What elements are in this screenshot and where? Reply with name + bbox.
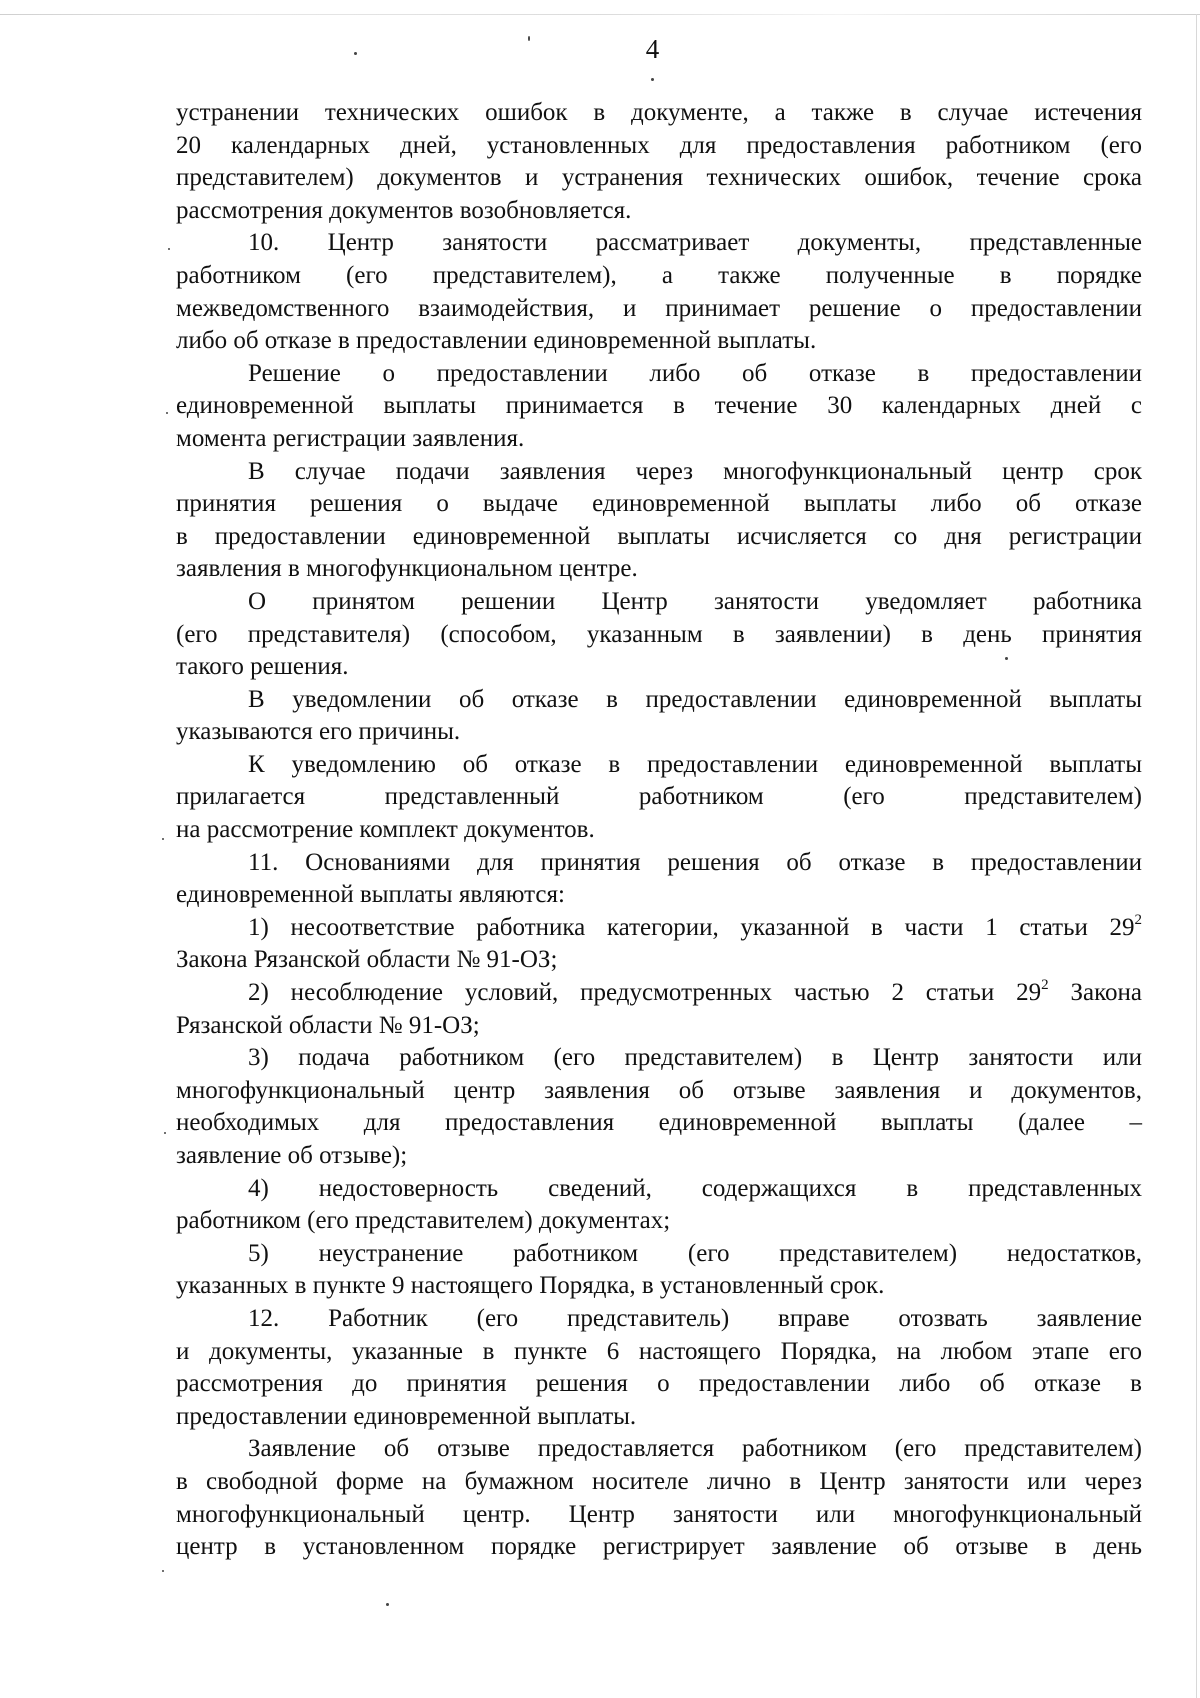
text-line-content: многофункциональный центр. Центр занятости или многофункциональный (176, 1500, 1142, 1528)
scan-speck (162, 1570, 164, 1572)
text-line (176, 684, 1142, 717)
text-line (176, 130, 1142, 163)
scan-speck (166, 412, 168, 414)
text-line-content: 5) неустранение работником (его представителем) недостатков, (248, 1239, 1142, 1267)
text-line-content: рассмотрения документов возобновляется. (176, 196, 632, 224)
text-line-content: заявления в многофункциональном центре. (176, 555, 638, 583)
text-line-content: 4) недостоверность сведений, содержащихся в представленных (248, 1174, 1142, 1202)
text-line-content: В случае подачи заявления через многофункциональный центр срок (248, 457, 1142, 485)
text-line (176, 879, 1142, 912)
superscript: 2 (1041, 976, 1049, 993)
text-line (176, 1531, 1142, 1564)
text-line-content: момента регистрации заявления. (176, 424, 525, 452)
text-line-content: предоставлении единовременной выплаты. (176, 1402, 637, 1430)
text-line-content: 12. Работник (его представитель) вправе отозвать заявление (248, 1304, 1142, 1332)
text-line (176, 1499, 1142, 1532)
text-line (176, 1433, 1142, 1466)
text-line-content: К уведомлению об отказе в предоставлении единовременной выплаты (248, 750, 1142, 778)
text-line (176, 1368, 1142, 1401)
text-line-content: единовременной выплаты принимается в течение 30 календарных дней с (176, 392, 1142, 420)
text-line (176, 358, 1142, 391)
text-line (176, 977, 1142, 1010)
text-line (176, 1401, 1142, 1434)
text-line-tail: Закона (1048, 979, 1142, 1007)
text-line (176, 227, 1142, 260)
text-line (176, 1140, 1142, 1173)
text-line (176, 521, 1142, 554)
text-line-content: устранении технических ошибок в документе, а также в случае истечения (176, 99, 1142, 126)
text-line-content: единовременной выплаты являются: (176, 881, 565, 909)
text-line-content: 2) несоблюдение условий, предусмотренных частью 2 статьи 29 (248, 979, 1042, 1007)
text-line (176, 423, 1142, 456)
text-line (176, 1270, 1142, 1303)
text-line-content: принятия решения о выдаче единовременной выплаты либо об отказе (176, 490, 1142, 518)
text-line (176, 553, 1142, 586)
text-line-content: либо об отказе в предоставлении единовременной выплаты. (176, 327, 817, 355)
text-line (176, 293, 1142, 326)
document-body (176, 97, 1142, 1564)
text-line-content: на рассмотрение комплект документов. (176, 816, 595, 844)
text-line-content: заявление об отзыве); (176, 1142, 408, 1169)
text-line-content: Решение о предоставлении либо об отказе в предоставлении (248, 359, 1142, 387)
scan-speck (386, 1603, 389, 1606)
text-line (176, 488, 1142, 521)
text-line-content: многофункциональный центр заявления об отзыве заявления и документов, (176, 1076, 1142, 1104)
text-line-content: указываются его причины. (176, 718, 461, 746)
text-line (176, 1173, 1142, 1206)
page-number: 4 (645, 34, 660, 64)
text-line-content: (его представителя) (способом, указанным в заявлении) в день принятия (176, 620, 1142, 648)
scan-edge-top (0, 14, 1200, 15)
text-line (176, 1466, 1142, 1499)
scan-speck (528, 36, 530, 41)
text-line (176, 814, 1142, 847)
text-line-content: работником (его представителем) документах; (176, 1207, 671, 1235)
text-line (176, 749, 1142, 782)
text-line-content: 10. Центр занятости рассматривает документы, представленные (248, 229, 1142, 257)
text-line (176, 944, 1142, 977)
text-line (176, 1336, 1142, 1369)
text-line-content: в предоставлении единовременной выплаты исчисляется со дня регистрации (176, 522, 1142, 550)
text-line-content: В уведомлении об отказе в предоставлении единовременной выплаты (248, 685, 1142, 713)
scan-speck (168, 248, 170, 250)
text-line-content: работником (его представителем), а также полученные в порядке (176, 261, 1142, 289)
text-line-content: центр в установленном порядке регистрирует заявление об отзыве в день (176, 1533, 1142, 1561)
text-line-content: представителем) документов и устранения технических ошибок, течение срока (176, 164, 1142, 192)
text-line-content: Закона Рязанской области № 91-ОЗ; (176, 946, 558, 974)
text-line (176, 162, 1142, 195)
text-line-content: указанных в пункте 9 настоящего Порядка, в установленный срок. (176, 1272, 885, 1300)
text-line (176, 586, 1142, 619)
text-line-content: 11. Основаниями для принятия решения об отказе в предоставлении (248, 848, 1142, 876)
text-line (176, 781, 1142, 814)
text-line-content: рассмотрения до принятия решения о предоставлении либо об отказе в (176, 1370, 1142, 1398)
text-line (176, 456, 1142, 489)
text-line (176, 619, 1142, 652)
text-line-content: необходимых для предоставления единовременной выплаты (далее – (176, 1109, 1142, 1137)
superscript: 2 (1134, 911, 1142, 928)
scan-speck (162, 838, 164, 840)
text-line-content: межведомственного взаимодействия, и принимает решение о предоставлении (176, 294, 1142, 322)
text-line (176, 260, 1142, 293)
text-line (176, 390, 1142, 423)
text-line-content: в свободной форме на бумажном носителе лично в Центр занятости или через (176, 1467, 1142, 1495)
text-line (176, 1238, 1142, 1271)
text-line-content: 3) подача работником (его представителем) в Центр занятости или (248, 1044, 1142, 1072)
text-line (176, 716, 1142, 749)
text-line (176, 195, 1142, 228)
text-line-content: 1) несоответствие работника категории, указанной в части 1 статьи 29 (248, 913, 1135, 941)
text-line (176, 1303, 1142, 1336)
text-line-content: и документы, указанные в пункте 6 настоящего Порядка, на любом этапе его (176, 1337, 1142, 1365)
text-line-content: такого решения. (176, 653, 349, 681)
text-line (176, 912, 1142, 945)
text-line (176, 1205, 1142, 1238)
scan-edge-right (1196, 14, 1197, 1698)
scan-speck (354, 52, 357, 55)
text-line-content: Заявление об отзыве предоставляется работником (его представителем) (248, 1435, 1142, 1463)
text-line-content: Рязанской области № 91-ОЗ; (176, 1011, 480, 1039)
text-line (176, 97, 1142, 130)
scan-speck (651, 78, 654, 81)
text-line (176, 1107, 1142, 1140)
text-line-content: прилагается представленный работником (его представителем) (176, 783, 1142, 811)
text-line (176, 1010, 1142, 1043)
text-line-content: 20 календарных дней, установленных для предоставления работником (его (176, 131, 1142, 159)
text-line (176, 847, 1142, 880)
text-line (176, 325, 1142, 358)
text-line-content: О принятом решении Центр занятости уведомляет работника (248, 587, 1142, 615)
scan-speck (164, 1132, 166, 1134)
scan-speck (1005, 657, 1008, 660)
text-line (176, 1042, 1142, 1075)
text-line (176, 651, 1142, 684)
text-line (176, 1075, 1142, 1108)
